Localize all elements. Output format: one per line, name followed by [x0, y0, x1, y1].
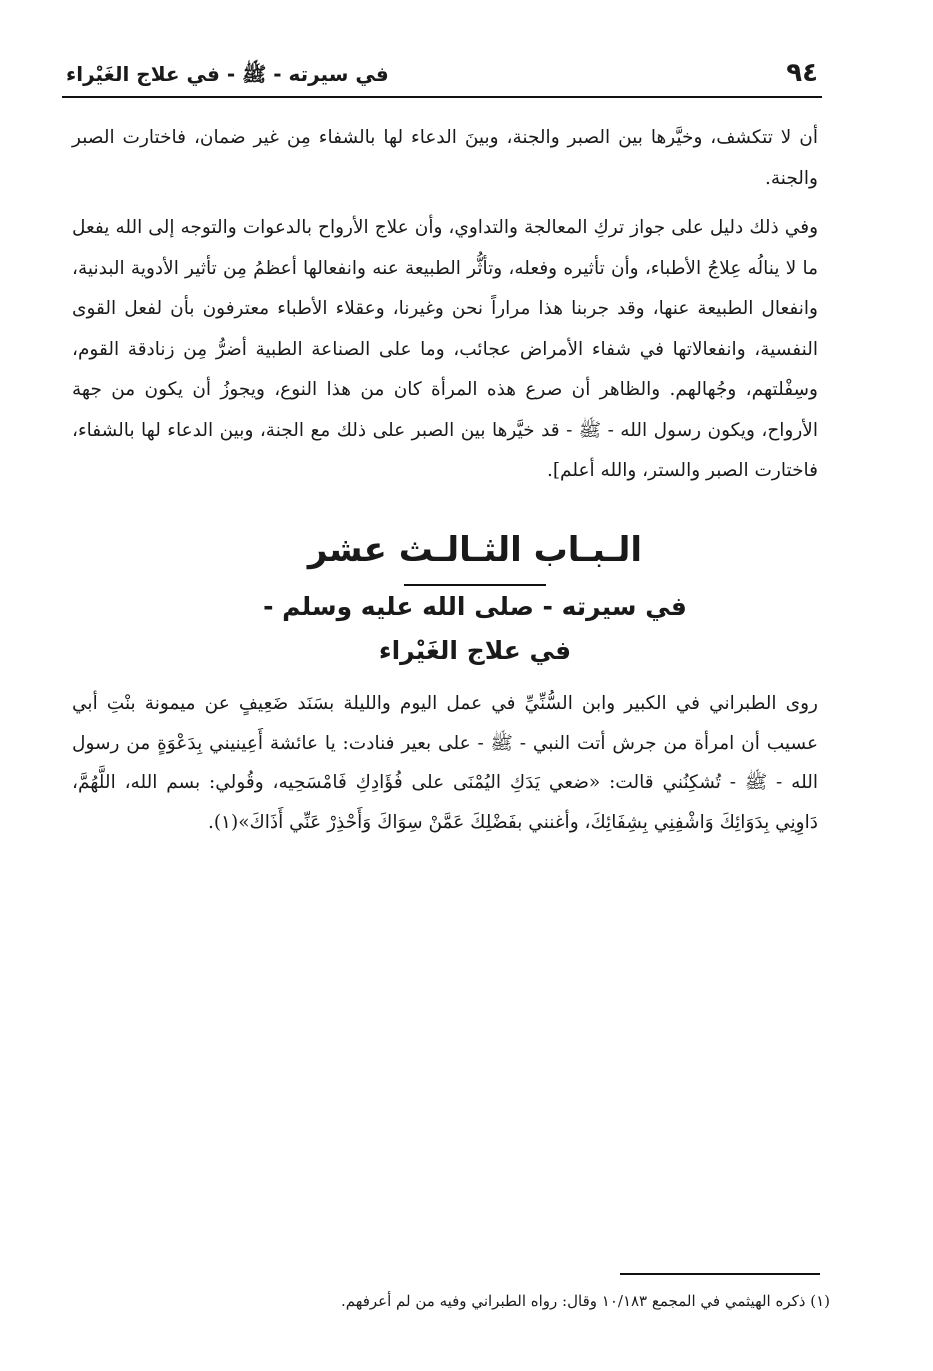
running-header [62, 56, 822, 98]
paragraph-continuation: أن لا تتكشف، وخيَّرها بين الصبر والجنة، وبينَ الدعاء لها بالشفاء مِن غير ضمان، فاختارت الصبر والجنة. [72, 127, 818, 189]
paragraph-hadith: روى الطبراني في الكبير وابن السُّنِّيِّ في عمل اليوم والليلة بسَنَد ضَعِيفٍ عن ميمونة بنْتِ أبي عسيب أن امرأة من جرش أتت النبي - ﷺ - على بعير فنادت: يا عائشة أَعِينيني بِدَعْوَةٍ من رسول الله - ﷺ - تُشكِنُني قالت: «ضعي يَدَكِ اليُمْنَى على فُؤَادِكِ فَامْسَحِيه، وقُولي: بسم الله، اللَّهُمَّ، دَاوِنِي بِدَوَائِكَ وَاشْفِنِي بِشِفَائِكَ، وأغنني بفَضْلِكَ عَمَّنْ سِوَاكَ وَأَحْذِرْ عَنِّي أَذَاكَ»(١). [72, 693, 818, 833]
chapter-subtitle-2: في علاج الغَيْراء [378, 636, 572, 665]
chapter-title: الـبـاب الثـالـث عشر [307, 530, 643, 570]
footnote: (١) ذكره الهيثمي في المجمع ١٠/١٨٣ وقال: رواه الطبراني وفيه من لم أعرفهم. [341, 1292, 830, 1310]
chapter-subtitle-1: في سيرته - صلى الله عليه وسلم - [263, 592, 687, 621]
chapter-title-rule [404, 584, 546, 586]
paragraph-commentary: وفي ذلك دليل على جواز تركِ المعالجة والتداوي، وأن علاج الأرواح بالدعوات والتوجه إلى الله يفعل ما لا ينالُه عِلاجُ الأطباء، وأن تأثيره وفعله، وتأثُّر الطبيعة عنه وانفعالها أعظمُ مِن تأثير الأدوية البدنية، وانفعال الطبيعة عنها، وقد جربنا هذا مراراً نحن وغيرنا، وعقلاء الأطباء معترفون بأن لفعل القوى النفسية، وانفعالاتها في شفاء الأمراض عجائب، وما على الصناعة الطبية أضرُّ مِن زنادقة القوم، وسِفْلتهم، وجُهالهم. والظاهر أن صرع هذه المرأة كان من هذا النوع، ويجوزُ أن يكون من جهة الأرواح، ويكون رسول الله - ﷺ - قد خيَّرها بين الصبر على ذلك مع الجنة، وبين الدعاء لها بالشفاء، فاختارت الصبر والستر، والله أعلم]. [72, 217, 818, 481]
footnote-separator [620, 1273, 820, 1275]
running-header-title: في سيرته - ﷺ - في علاج الغَيْراء [66, 62, 389, 86]
page-number: ٩٤ [786, 58, 818, 88]
